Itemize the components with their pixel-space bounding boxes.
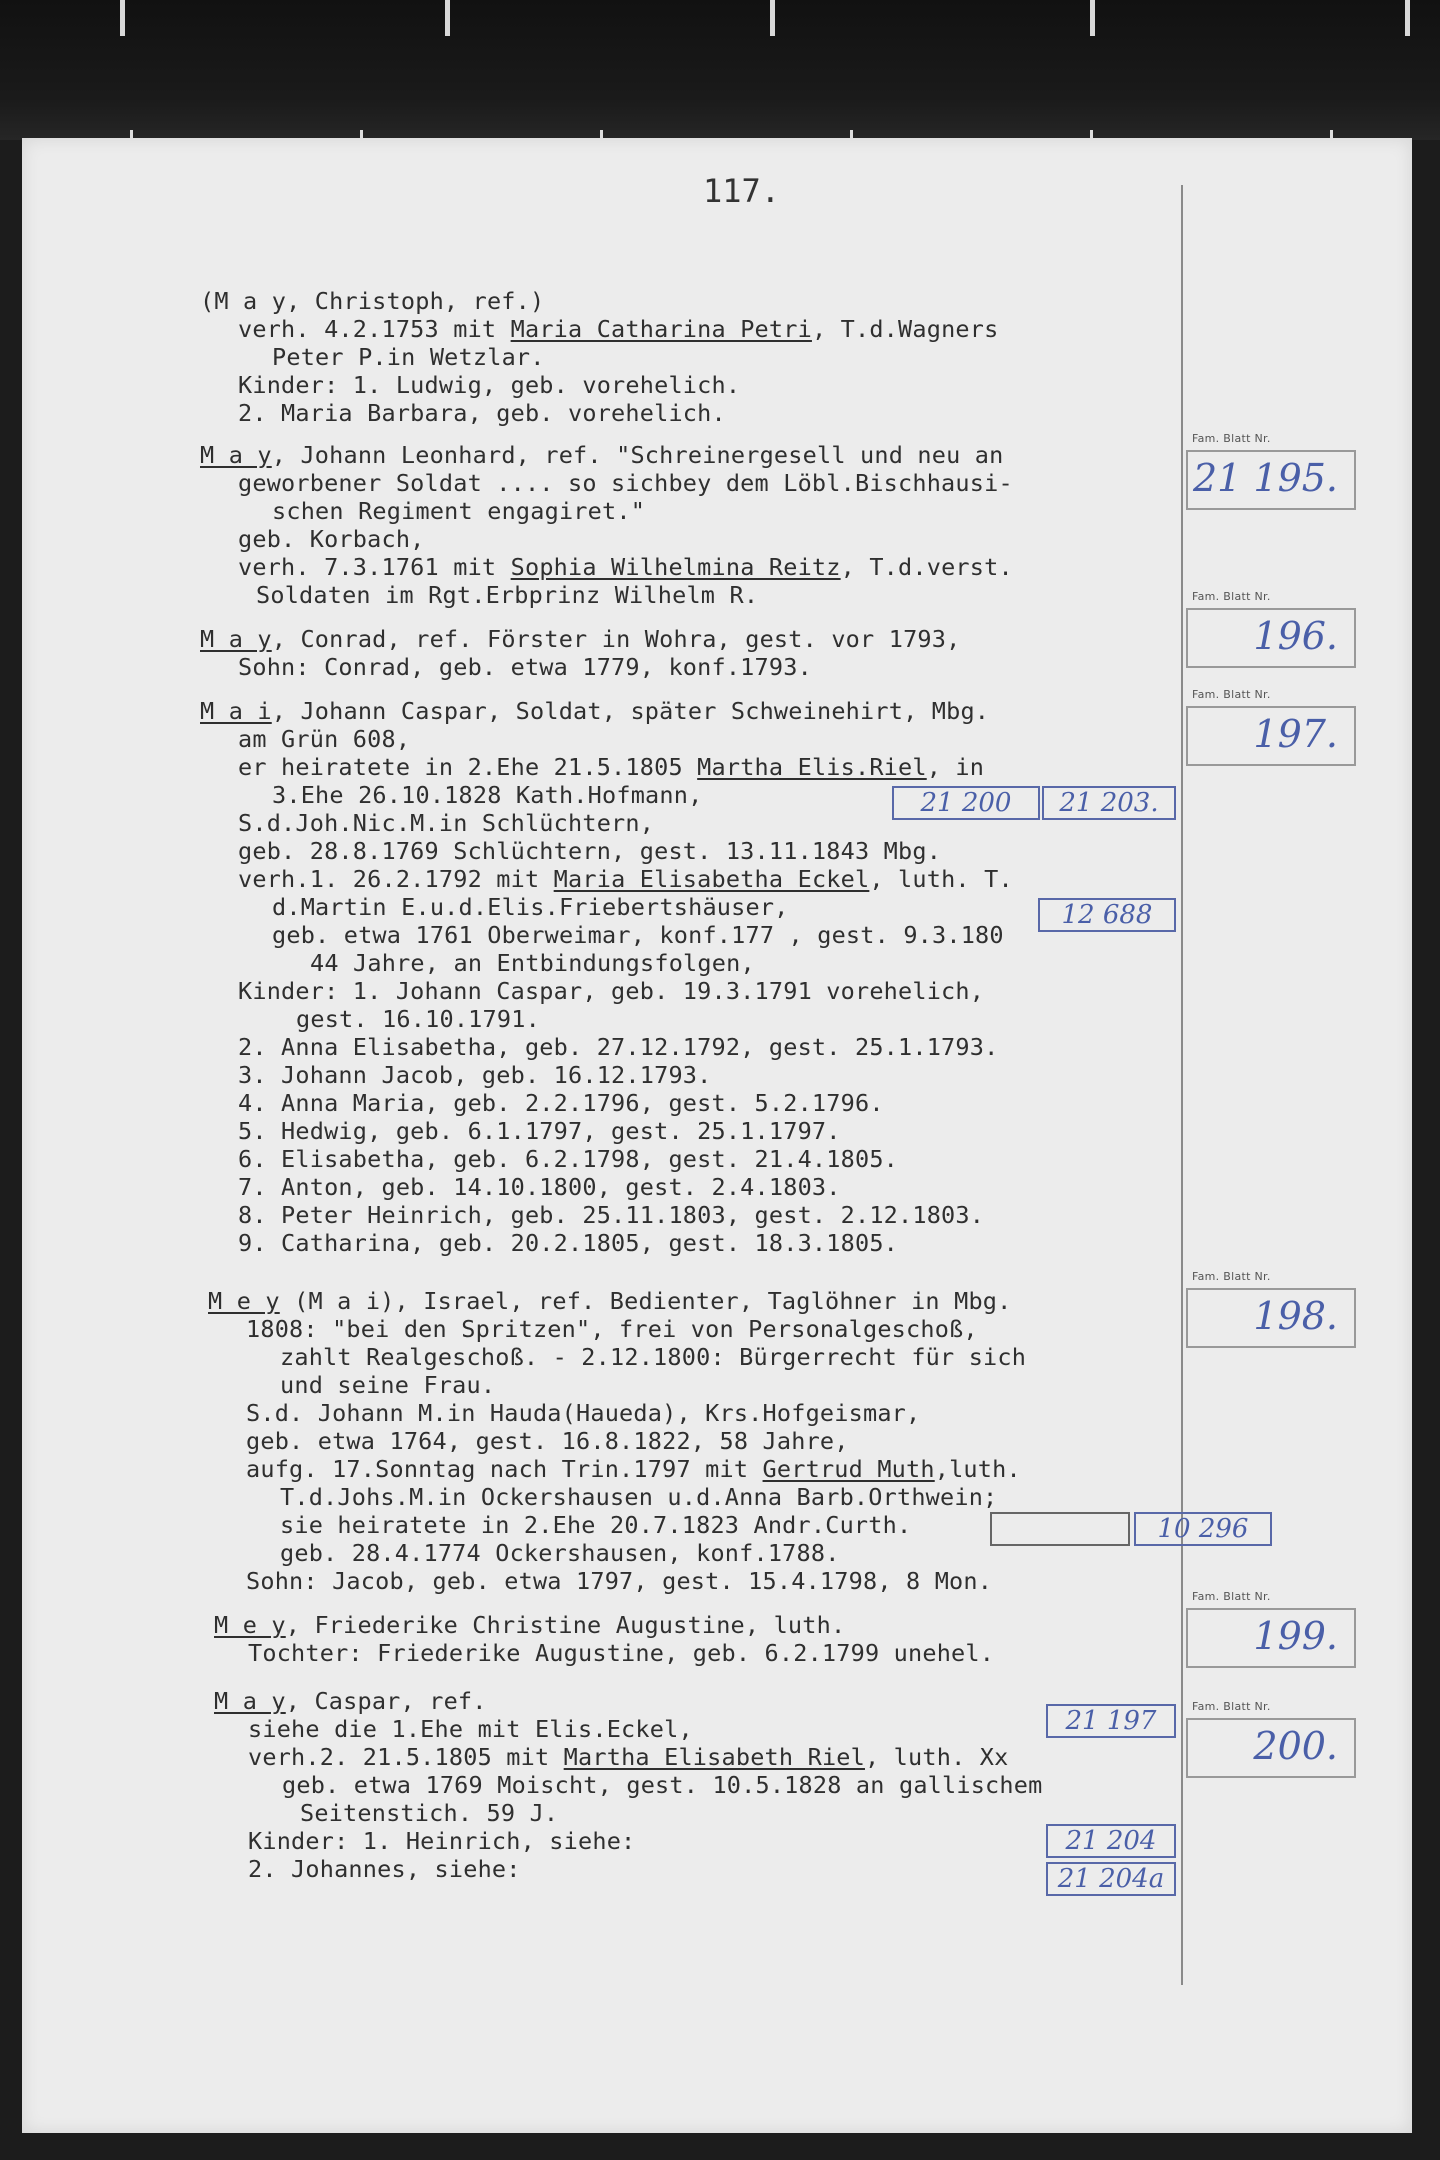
fam-blatt-label: Fam. Blatt Nr. [1192, 1700, 1271, 1713]
line-text: , Caspar, ref. [285, 1687, 487, 1715]
record-line [200, 287, 545, 315]
underlined-name: Maria Elisabetha Eckel [553, 865, 870, 893]
record-line [238, 371, 741, 399]
record-line [248, 1743, 1009, 1771]
line-text: (M a y, Christoph, ref.) [200, 287, 545, 315]
record-line [280, 1343, 1027, 1371]
line-text: 2. Anna Elisabetha, geb. 27.12.1792, gest. 25.1.1793. [238, 1033, 999, 1061]
line-text: Kinder: 1. Ludwig, geb. vorehelich. [238, 371, 741, 399]
reference-number-box [990, 1512, 1130, 1546]
record-line [272, 921, 1004, 949]
record-line [238, 753, 985, 781]
record-line [246, 1567, 993, 1595]
line-text: , luth. T. [869, 865, 1013, 893]
line-text: schen Regiment engagiret." [272, 497, 646, 525]
record-line [238, 1201, 985, 1229]
record-line [246, 1315, 978, 1343]
line-text: Kinder: 1. Johann Caspar, geb. 19.3.1791 vorehelich, [238, 977, 985, 1005]
line-text: 6. Elisabetha, geb. 6.2.1798, gest. 21.4.1805. [238, 1145, 899, 1173]
record-line [200, 697, 990, 725]
record-line [238, 553, 1013, 581]
line-text: Sohn: Jacob, geb. etwa 1797, gest. 15.4.1798, 8 Mon. [246, 1567, 993, 1595]
frame-tick [120, 0, 125, 36]
line-text: , luth. Xx [864, 1743, 1009, 1771]
line-text: siehe die 1.Ehe mit Elis.Eckel, [248, 1715, 693, 1743]
line-text: (M a i), Israel, ref. Bedienter, Taglöhner in Mbg. [279, 1287, 1012, 1315]
line-text: 44 Jahre, an Entbindungsfolgen, [310, 949, 755, 977]
reference-number-box: 12 688 [1038, 898, 1176, 932]
frame-tick [1090, 0, 1095, 36]
record-line [280, 1371, 496, 1399]
record-line [272, 781, 703, 809]
frame-tick [1405, 0, 1410, 36]
fam-blatt-label: Fam. Blatt Nr. [1192, 1590, 1271, 1603]
record-line [208, 1287, 1012, 1315]
reference-number-box: 10 296 [1134, 1512, 1272, 1546]
line-text: Seitenstich. 59 J. [300, 1799, 559, 1827]
line-text: 9. Catharina, geb. 20.2.1805, gest. 18.3.1805. [238, 1229, 899, 1257]
underlined-name: M e y [214, 1611, 286, 1639]
underlined-name: Martha Elisabeth Riel [563, 1743, 865, 1771]
line-text: 7. Anton, geb. 14.10.1800, gest. 2.4.1803. [238, 1173, 841, 1201]
underlined-name: M a y [200, 441, 272, 469]
record-line [246, 1455, 1021, 1483]
fam-blatt-label: Fam. Blatt Nr. [1192, 688, 1271, 701]
record-line [238, 1089, 884, 1117]
line-text: , T.d.Wagners [811, 315, 999, 343]
fam-blatt-number: 197. [1253, 712, 1338, 756]
line-text: gest. 16.10.1791. [296, 1005, 540, 1033]
record-line [238, 1173, 841, 1201]
record-line [238, 315, 999, 343]
record-line [238, 469, 1013, 497]
line-text: , T.d.verst. [840, 553, 1013, 581]
record-line [246, 1399, 921, 1427]
underlined-name: M a y [214, 1687, 286, 1715]
underlined-name: M a y [200, 625, 272, 653]
fam-blatt-label: Fam. Blatt Nr. [1192, 590, 1271, 603]
record-line [238, 725, 411, 753]
underlined-name: Maria Catharina Petri [510, 315, 812, 343]
line-text: verh.1. 26.2.1792 mit [238, 865, 554, 893]
record-line [238, 1061, 712, 1089]
record-line [238, 977, 985, 1005]
record-line [238, 1117, 841, 1145]
record-line [272, 497, 646, 525]
line-text: , Conrad, ref. Förster in Wohra, gest. vor 1793, [271, 625, 961, 653]
record-line [310, 949, 755, 977]
margin-rule [1181, 185, 1183, 1985]
underlined-name: Sophia Wilhelmina Reitz [510, 553, 841, 581]
record-line [238, 399, 726, 427]
line-text: , Johann Caspar, Soldat, später Schweinehirt, Mbg. [271, 697, 990, 725]
underlined-name: Gertrud Muth [762, 1455, 935, 1483]
line-text: 2. Johannes, siehe: [248, 1855, 521, 1883]
line-text: S.d. Johann M.in Hauda(Haueda), Krs.Hofgeismar, [246, 1399, 921, 1427]
line-text: geb. 28.8.1769 Schlüchtern, gest. 13.11.1843 Mbg. [238, 837, 942, 865]
record-line [238, 1145, 899, 1173]
fam-blatt-box [1186, 1608, 1356, 1668]
record-line [238, 809, 655, 837]
fam-blatt-box [1186, 608, 1356, 668]
line-text: und seine Frau. [280, 1371, 496, 1399]
line-text: 8. Peter Heinrich, geb. 25.11.1803, gest. 2.12.1803. [238, 1201, 985, 1229]
record-line [248, 1855, 521, 1883]
reference-number-box: 21 197 [1046, 1704, 1176, 1738]
record-line [238, 525, 425, 553]
record-line [300, 1799, 559, 1827]
fam-blatt-number: 196. [1253, 614, 1338, 658]
line-text: 5. Hedwig, geb. 6.1.1797, gest. 25.1.1797. [238, 1117, 841, 1145]
record-line [238, 1229, 899, 1257]
record-line [248, 1715, 693, 1743]
record-line [256, 581, 759, 609]
record-line [246, 1427, 849, 1455]
record-line [248, 1639, 995, 1667]
record-line [296, 1005, 540, 1033]
line-text: verh. 4.2.1753 mit [238, 315, 511, 343]
line-text: Kinder: 1. Heinrich, siehe: [248, 1827, 636, 1855]
record-line [280, 1483, 998, 1511]
line-text: 3. Johann Jacob, geb. 16.12.1793. [238, 1061, 712, 1089]
line-text: Soldaten im Rgt.Erbprinz Wilhelm R. [256, 581, 759, 609]
fam-blatt-number: 200. [1253, 1724, 1338, 1768]
fam-blatt-label: Fam. Blatt Nr. [1192, 432, 1271, 445]
frame-tick [770, 0, 775, 36]
record-line [272, 343, 545, 371]
underlined-name: M a i [200, 697, 272, 725]
fam-blatt-label: Fam. Blatt Nr. [1192, 1270, 1271, 1283]
record-line [238, 653, 812, 681]
record-line [238, 837, 942, 865]
line-text: T.d.Johs.M.in Ockershausen u.d.Anna Barb.Orthwein; [280, 1483, 998, 1511]
line-text: zahlt Realgeschoß. - 2.12.1800: Bürgerrecht für sich [280, 1343, 1027, 1371]
line-text: geb. etwa 1769 Moischt, gest. 10.5.1828 an gallischem [282, 1771, 1043, 1799]
line-text: S.d.Joh.Nic.M.in Schlüchtern, [238, 809, 655, 837]
page-number: 117. [703, 172, 781, 210]
line-text: geworbener Soldat .... so sichbey dem Löbl.Bischhausi- [238, 469, 1013, 497]
reference-number-box: 21 200 [892, 786, 1040, 820]
line-text: Tochter: Friederike Augustine, geb. 6.2.1799 unehel. [248, 1639, 995, 1667]
record-line [238, 1033, 999, 1061]
reference-number-box: 21 204 [1046, 1824, 1176, 1858]
record-line [238, 865, 1013, 893]
line-text: am Grün 608, [238, 725, 411, 753]
record-line [272, 893, 789, 921]
line-text: , Friederike Christine Augustine, luth. [285, 1611, 846, 1639]
record-line [214, 1611, 846, 1639]
line-text: er heiratete in 2.Ehe 21.5.1805 [238, 753, 698, 781]
reference-number-box: 21 204a [1046, 1862, 1176, 1896]
frame-tick [445, 0, 450, 36]
line-text: 3.Ehe 26.10.1828 Kath.Hofmann, [272, 781, 703, 809]
film-top-strip [0, 0, 1440, 140]
line-text: aufg. 17.Sonntag nach Trin.1797 mit [246, 1455, 763, 1483]
line-text: geb. etwa 1761 Oberweimar, konf.177 , gest. 9.3.180 [272, 921, 1004, 949]
line-text: ,luth. [934, 1455, 1021, 1483]
line-text: geb. 28.4.1774 Ockershausen, konf.1788. [280, 1539, 840, 1567]
line-text: , Johann Leonhard, ref. "Schreinergesell und neu an [271, 441, 1004, 469]
fam-blatt-box [1186, 450, 1356, 510]
record-line [282, 1771, 1043, 1799]
fam-blatt-box [1186, 706, 1356, 766]
fam-blatt-box [1186, 1288, 1356, 1348]
reference-number-box: 21 203. [1042, 786, 1176, 820]
record-line [280, 1511, 912, 1539]
record-line [214, 1687, 487, 1715]
line-text: , in [926, 753, 985, 781]
line-text: d.Martin E.u.d.Elis.Friebertshäuser, [272, 893, 789, 921]
line-text: Peter P.in Wetzlar. [272, 343, 545, 371]
line-text: geb. etwa 1764, gest. 16.8.1822, 58 Jahre, [246, 1427, 849, 1455]
line-text: 1808: "bei den Spritzen", frei von Personalgeschoß, [246, 1315, 978, 1343]
record-line [280, 1539, 840, 1567]
line-text: sie heiratete in 2.Ehe 20.7.1823 Andr.Curth. [280, 1511, 912, 1539]
fam-blatt-number: 199. [1253, 1614, 1338, 1658]
line-text: Sohn: Conrad, geb. etwa 1779, konf.1793. [238, 653, 812, 681]
line-text: 2. Maria Barbara, geb. vorehelich. [238, 399, 726, 427]
line-text: verh. 7.3.1761 mit [238, 553, 511, 581]
line-text: verh.2. 21.5.1805 mit [248, 1743, 564, 1771]
record-line [248, 1827, 636, 1855]
line-text: geb. Korbach, [238, 525, 425, 553]
underlined-name: Martha Elis.Riel [697, 753, 927, 781]
record-line [200, 625, 961, 653]
fam-blatt-number: 21 195. [1192, 456, 1338, 500]
record-line [200, 441, 1004, 469]
fam-blatt-number: 198. [1253, 1294, 1338, 1338]
underlined-name: M e y [208, 1287, 280, 1315]
line-text: 4. Anna Maria, geb. 2.2.1796, gest. 5.2.1796. [238, 1089, 884, 1117]
fam-blatt-box [1186, 1718, 1356, 1778]
